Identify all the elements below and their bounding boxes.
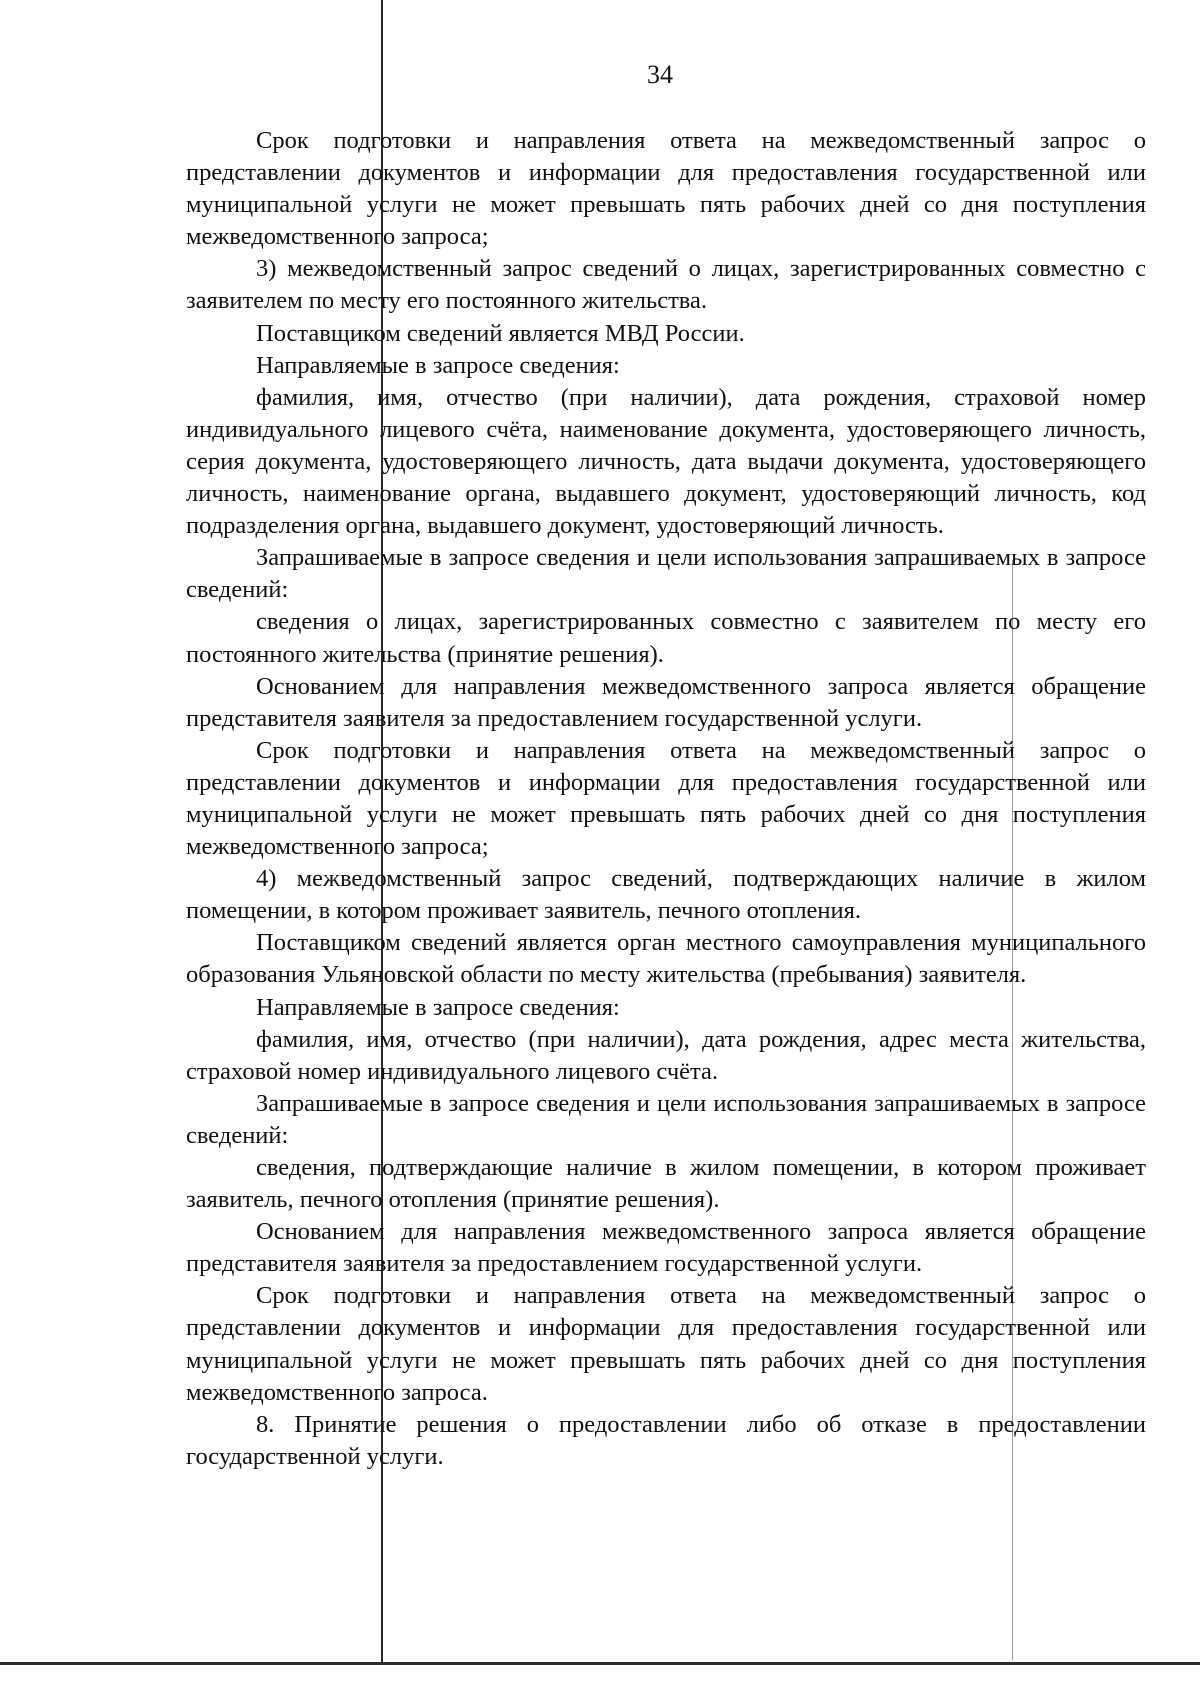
paragraph: фамилия, имя, отчество (при наличии), дата рождения, страховой номер индивидуального лицевого счёта, наименование документа, удостоверяющего личность, серия документа, удостоверяющего личность, дата выдачи документа, удостоверяющего личность, наименование органа, выдавшего документ, удостоверяющий личность, код подразделения органа, выдавшего документ, удостоверяющий личность.	[186, 383, 1146, 540]
paragraph: сведения, подтверждающие наличие в жилом помещении, в котором проживает заявитель, печного отопления (принятие решения).	[186, 1154, 1146, 1214]
paragraph: Поставщиком сведений является МВД России.	[256, 319, 745, 347]
paragraph: фамилия, имя, отчество (при наличии), дата рождения, адрес места жительства, страховой номер индивидуального лицевого счёта.	[186, 1025, 1146, 1085]
paragraph: Срок подготовки и направления ответа на межведомственный запрос о представлении документов и информации для предоставления государственной или муниципальной услуги не может превышать пять рабочих дней со дня поступления межведомственного запроса;	[186, 127, 1146, 251]
paragraph: 3) межведомственный запрос сведений о лицах, зарегистрированных совместно с заявителем по месту его постоянного жительства.	[186, 255, 1146, 315]
paragraph: Срок подготовки и направления ответа на межведомственный запрос о представлении документов и информации для предоставления государственной или муниципальной услуги не может превышать пять рабочих дней со дня поступления межведомственного запроса;	[186, 736, 1146, 861]
scan-artifact-bottom-border	[0, 1662, 1200, 1665]
paragraph: Запрашиваемые в запросе сведения и цели использования запрашиваемых в запросе сведений:	[186, 1089, 1146, 1149]
paragraph: Запрашиваемые в запросе сведения и цели использования запрашиваемых в запросе сведений:	[186, 544, 1146, 604]
paragraph: 4) межведомственный запрос сведений, подтверждающих наличие в жилом помещении, в котором проживает заявитель, печного отопления.	[186, 865, 1146, 925]
paragraph: сведения о лицах, зарегистрированных совместно с заявителем по месту его постоянного жительства (принятие решения).	[186, 608, 1146, 668]
paragraph: Срок подготовки и направления ответа на межведомственный запрос о представлении документов и информации для предоставления государственной или муниципальной услуги не может превышать пять рабочих дней со дня поступления межведомственного запроса.	[186, 1282, 1146, 1406]
document-body	[186, 125, 1146, 1473]
paragraph: 8. Принятие решения о предоставлении либо об отказе в предоставлении государственной услуги.	[186, 1410, 1146, 1470]
paragraph: Направляемые в запросе сведения:	[256, 351, 620, 379]
page-number: 34	[647, 60, 673, 89]
paragraph: Основанием для направления межведомственного запроса является обращение представителя заявителя за предоставлением государственной услуги.	[186, 672, 1146, 732]
paragraph: Направляемые в запросе сведения:	[256, 993, 620, 1021]
paragraph: Основанием для направления межведомственного запроса является обращение представителя заявителя за предоставлением государственной услуги.	[186, 1218, 1146, 1278]
paragraph: Поставщиком сведений является орган местного самоуправления муниципального образования Ульяновской области по месту жительства (пребывания) заявителя.	[186, 929, 1146, 989]
